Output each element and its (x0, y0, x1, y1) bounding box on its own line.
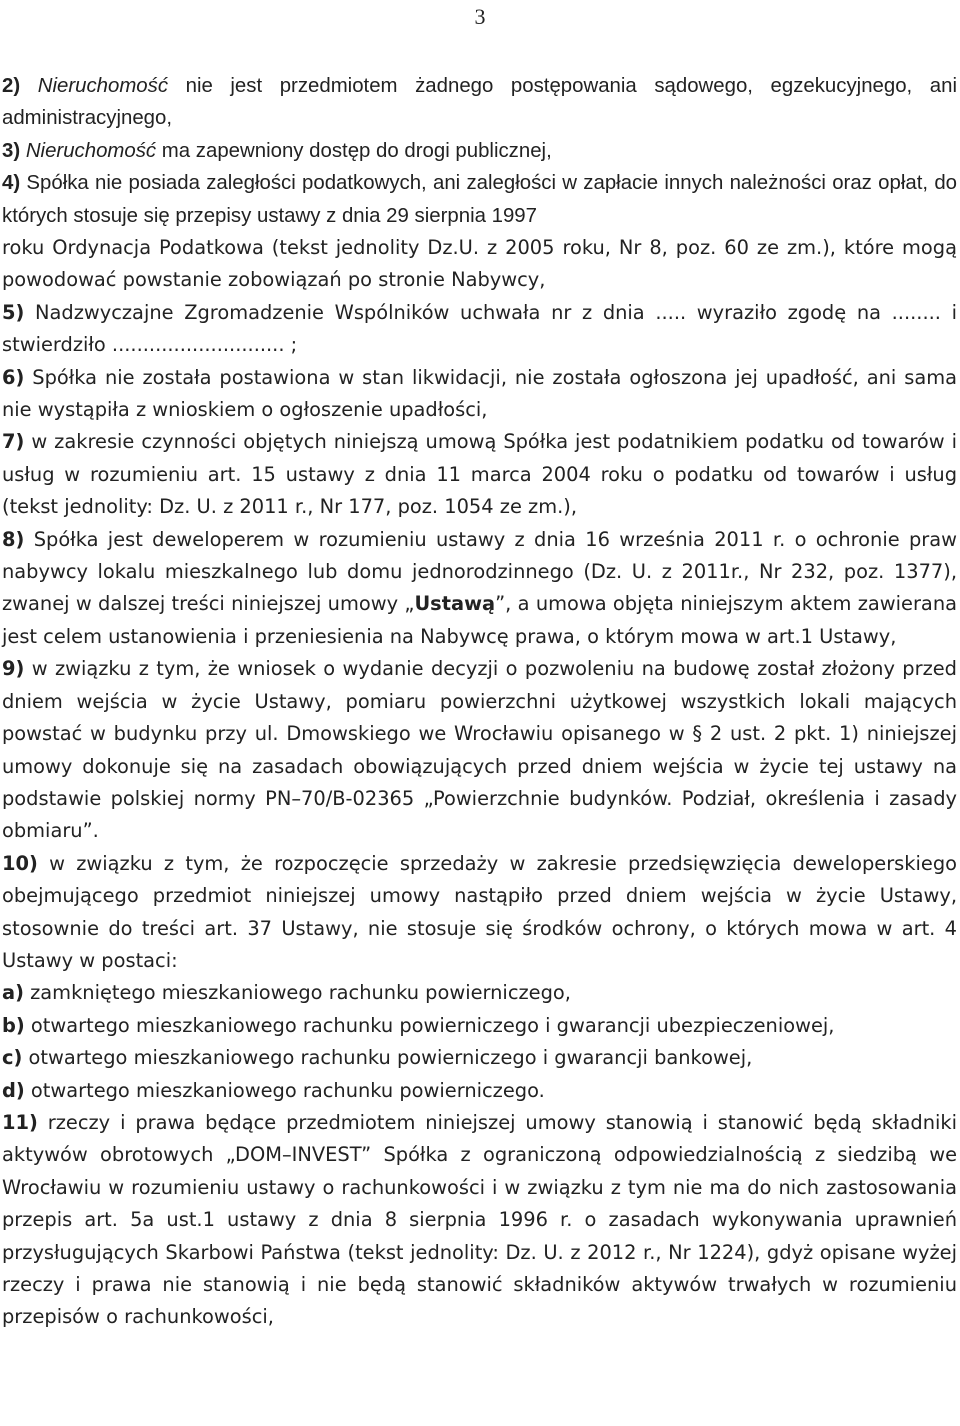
clause-text: ma zapewniony dostęp do drogi publicznej, (156, 139, 552, 162)
clause-number: 8) (2, 527, 25, 551)
clause-10-a (2, 977, 957, 1009)
clause-10-b (2, 1010, 957, 1042)
sub-clause-letter: a) (2, 981, 24, 1005)
clause-text: Spółka nie posiada zaległości podatkowych, ani zaległości w zapłacie innych należności oraz opłat, do których stosuje się przepisy ustawy z dnia 29 sierpnia 1997 (2, 172, 957, 227)
clause-9 (2, 653, 957, 847)
clause-text: rzeczy i prawa będące przedmiotem niniejszej umowy stanowią i stanowić będą składniki aktywów obrotowych „DOM–INVEST” Spółka z ograniczoną odpowiedzialnością z siedzibą we Wrocławiu w rozumieniu ustawy o rachunkowości i w związku z tym nie ma do nich zastosowania przepis art. 5a ust.1 ustawy z dnia 8 sierpnia 1996 r. o zasadach wykonywania uprawnień przysługujących Skarbowi Państwa (tekst jednolity: Dz. U. z 2012 r., Nr 1224), gdyż opisane wyżej rzeczy i prawa nie stanowią i nie będą stanowić składników aktywów trwałych w rozumieniu przepisów o rachunkowości, (2, 1110, 957, 1329)
clause-text: w związku z tym, że rozpoczęcie sprzedaży w zakresie przedsięwzięcia deweloperskiego obejmującego przedmiot niniejszej umowy nastąpiło przed dniem wejścia w życie Ustawy, stosownie do treści art. 37 Ustawy, nie stosuje się środków ochrony, o których mowa w art. 4 Ustawy w postaci: (2, 851, 957, 972)
clause-4-continuation (2, 232, 957, 297)
clause-text: w związku z tym, że wniosek o wydanie decyzji o pozwoleniu na budowę został złożony przed dniem wejścia w życie Ustawy, pomiaru powierzchni użytkowej wszystkich lokali mających powstać w budynku przy ul. Dmowskiego we Wrocławiu opisanego w § 2 ust. 2 pkt. 1) niniejszej umowy dokonuje się na zasadach obowiązujących przed dniem wejścia w życie tej ustawy na podstawie polskiej normy PN–70/B-02365 „Powierzchnie budynków. Podział, określenia i zasady obmiaru”. (2, 657, 957, 843)
page-number: 3 (474, 4, 486, 29)
clause-number: 10) (2, 851, 38, 875)
clause-number: 2) (2, 75, 21, 97)
sub-clause-letter: c) (2, 1046, 23, 1070)
clause-text: nie jest przedmiotem żadnego postępowania sądowego, egzekucyjnego, ani administracyjnego, (2, 75, 957, 130)
clause-text: Spółka nie została postawiona w stan likwidacji, nie została ogłoszona jej upadłość, ani sama nie wystąpiła z wnioskiem o ogłoszenie upadłości, (2, 365, 957, 422)
clause-number: 5) (2, 300, 25, 324)
clause-text: roku Ordynacja Podatkowa (tekst jednolity Dz.U. z 2005 roku, Nr 8, poz. 60 ze zm.), które mogą powodować powstanie zobowiązań po stronie Nabywcy, (2, 236, 957, 292)
clause-4 (2, 167, 957, 232)
clause-10-c (2, 1042, 957, 1074)
clause-3 (2, 135, 957, 167)
clause-number: 9) (2, 657, 25, 681)
clause-text: otwartego mieszkaniowego rachunku powierniczego i gwarancji ubezpieczeniowej, (24, 1013, 835, 1037)
clause-text: Spółka jest deweloperem w rozumieniu ustawy z dnia 16 września 2011 r. o ochronie praw nabywcy lokalu mieszkalnego lub domu jednorodzinnego (Dz. U. z 2011r., Nr 232, poz. 1377), zwanej w dalszej treści niniejszej umowy „ (2, 527, 957, 616)
clause-10-d (2, 1075, 957, 1107)
clause-number: 6) (2, 365, 25, 389)
clause-number: 11) (2, 1110, 38, 1134)
sub-clause-letter: b) (2, 1013, 25, 1037)
clause-2 (2, 70, 957, 135)
clause-italic-term: Nieruchomość (37, 75, 169, 97)
clause-8 (2, 524, 957, 654)
document-body (2, 232, 957, 1334)
clause-text: w zakresie czynności objętych niniejszą umową Spółka jest podatnikiem podatku od towarów i usług w rozumieniu art. 15 ustawy z dnia 11 marca 2004 roku o podatku od towarów i usług (tekst jednolity: Dz. U. z 2011 r., Nr 177, poz. 1054 ze zm.), (2, 430, 957, 519)
clause-text: otwartego mieszkaniowego rachunku powierniczego i gwarancji bankowej, (22, 1046, 753, 1070)
clause-text: zamkniętego mieszkaniowego rachunku powierniczego, (23, 981, 571, 1005)
clause-italic-term: Nieruchomość (25, 139, 157, 162)
defined-term: Ustawą (414, 592, 496, 616)
sub-clause-letter: d) (2, 1078, 25, 1102)
clause-6 (2, 362, 957, 427)
clause-number: 3) (2, 139, 21, 162)
document-body-top (2, 70, 957, 232)
clause-text: Nadzwyczajne Zgromadzenie Wspólników uchwała nr z dnia ..... wyraziło zgodę na ........ i stwierdziło ............................ ; (2, 300, 957, 357)
clause-text: otwartego mieszkaniowego rachunku powierniczego. (24, 1078, 545, 1102)
clause-5 (2, 297, 957, 362)
clause-7 (2, 426, 957, 523)
clause-number: 4) (2, 172, 21, 195)
clause-text-after: ”, a umowa objęta niniejszym aktem zawierana jest celem ustanowienia i przeniesienia na Nabywcę prawa, o którym mowa w art.1 Ustawy, (2, 592, 957, 648)
clause-10 (2, 848, 957, 978)
clause-11 (2, 1107, 957, 1334)
clause-number: 7) (2, 430, 25, 454)
